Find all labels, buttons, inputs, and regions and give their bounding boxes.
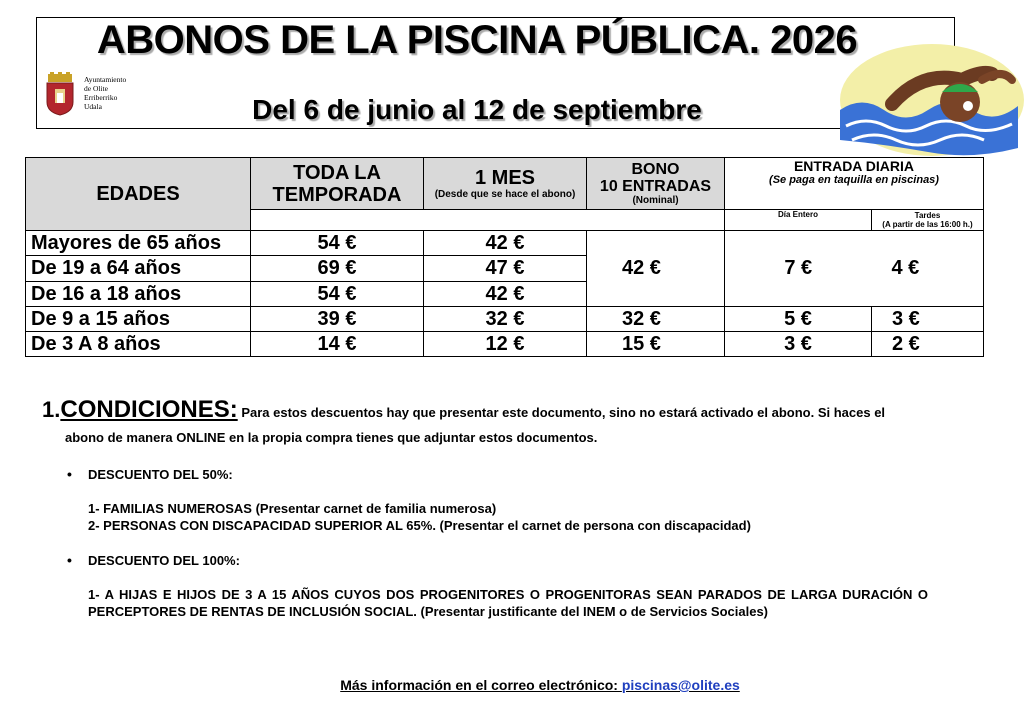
dia-adult-price: 7 € [725,231,872,307]
conditions-intro-cont: abono de manera ONLINE en la propia compra tienes que adjuntar estos documentos. [65,430,598,445]
bullet-icon: • [67,552,72,568]
col-header-temporada: TODA LA TEMPORADA [251,158,424,210]
discount-50-title: DESCUENTO DEL 50%: [88,467,233,482]
town-hall-logo [44,72,144,118]
subheader-tardes: Tardes (A partir de las 16:00 h.) [872,210,984,231]
conditions-section [42,396,948,619]
footer-text: Más información en el correo electrónico: [340,677,622,693]
col-header-edades: EDADES [26,158,251,231]
discount-100-title: DESCUENTO DEL 100%: [88,553,240,568]
table-row: De 19 a 64 años 69 € 47 € [26,256,984,282]
bullet-icon: • [67,466,72,482]
email-link[interactable]: piscinas@olite.es [621,677,740,693]
discount-50-block [67,466,751,534]
conditions-number: 1. [42,397,61,422]
discount-100-block [67,552,928,620]
logo-text: Ayuntamiento de Olite Erriberriko Udala [84,75,127,111]
table-row: De 3 A 8 años 14 € 12 € 15 € 3 € 2 € [26,332,984,357]
tarde-adult-price: 4 € [872,231,984,307]
coat-of-arms-icon [44,72,76,116]
conditions-intro: Para estos descuentos hay que presentar este documento, sino no estará activado el abono. Si haces el [241,405,886,420]
page-title: ABONOS DE LA PISCINA PÚBLICA. 2026 [96,18,858,62]
page-subtitle: Del 6 de junio al 12 de septiembre [252,94,702,125]
conditions-heading-line [42,396,948,423]
discount-100-item: 1- A HIJAS E HIJOS DE 3 A 15 AÑOS CUYOS DOS PROGENITORES O PROGENITORAS SEAN PARADOS DE LARGA DURACIÓN O PERCEPTORES DE RENTAS DE INCLUSIÓN SOCIAL. (Presentar justificante del INEM o de Servicios Sociales) [88,587,928,619]
table-row: De 9 a 15 años 39 € 32 € 32 € 5 € 3 € [26,307,984,332]
swimmer-illustration [832,40,1024,160]
col-header-bono: BONO 10 ENTRADAS (Nominal) [587,158,725,210]
discount-50-item: 1- FAMILIAS NUMEROSAS (Presentar carnet de familia numerosa) [88,501,497,516]
col-header-mes: 1 MES (Desde que se hace el abono) [424,158,587,210]
header-spacer [251,210,725,231]
footer-info [0,677,1024,693]
table-row: Mayores de 65 años 54 € 42 € 42 € 7 € 4 € [26,231,984,256]
subheader-dia-entero: Día Entero [725,210,872,231]
conditions-title: CONDICIONES: [60,396,238,423]
discount-50-item: 2- PERSONAS CON DISCAPACIDAD SUPERIOR AL 65%. (Presentar el carnet de persona con discapacidad) [88,518,751,533]
table-row: De 16 a 18 años 54 € 42 € [26,282,984,307]
price-table [25,157,984,357]
col-header-diaria: ENTRADA DIARIA (Se paga en taquilla en piscinas) [725,158,984,210]
bono-adult-price: 42 € [587,231,725,307]
